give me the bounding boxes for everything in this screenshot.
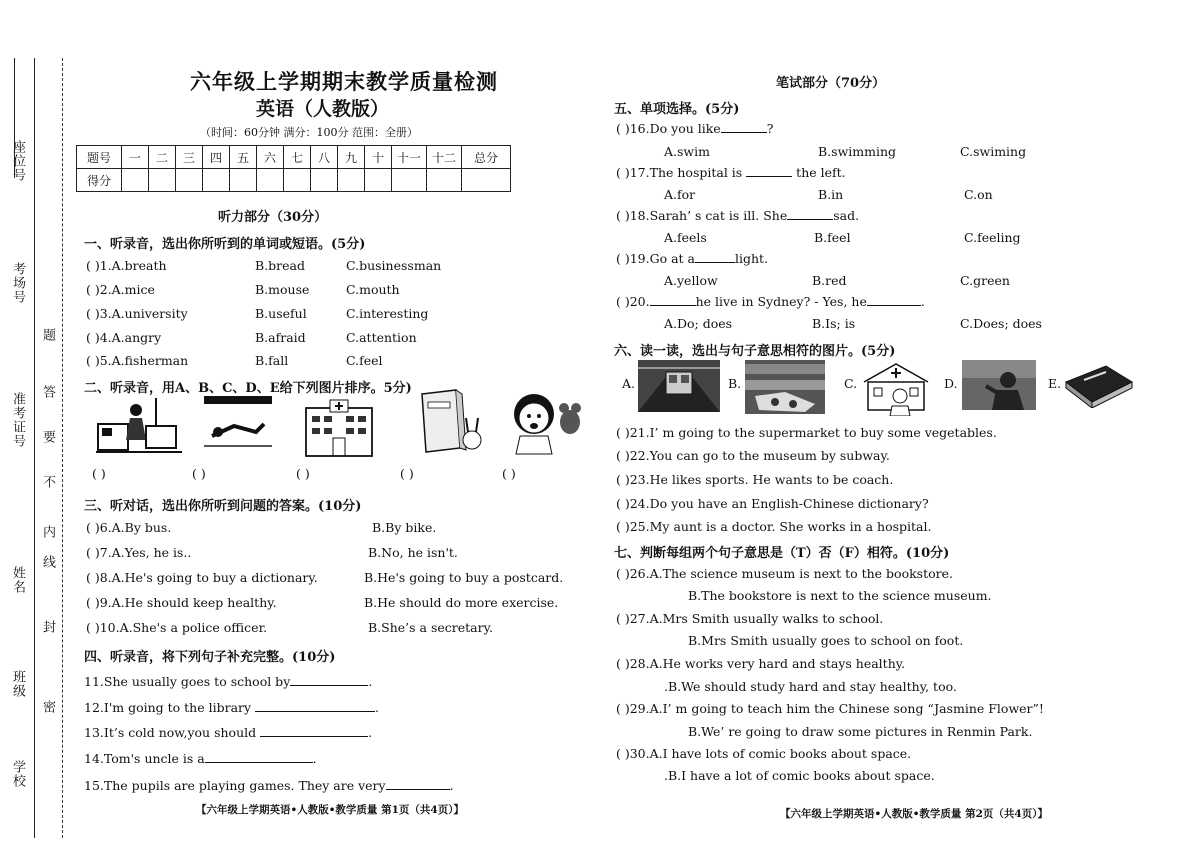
- q14-text: 14.Tom's uncle is a: [84, 751, 205, 766]
- q17-a: A.for: [664, 187, 696, 202]
- q20: [616, 294, 925, 309]
- score-col: 十二: [427, 146, 462, 169]
- score-col: 九: [338, 146, 365, 169]
- q16-tail: ?: [766, 121, 774, 136]
- q20-a: A.Do; does: [664, 316, 733, 331]
- q17-blank[interactable]: [746, 166, 792, 177]
- q13-text: 13.It’s cold now,you should: [84, 725, 257, 740]
- q23: ( )23.He likes sports. He wants to be coach.: [616, 472, 894, 487]
- score-cell[interactable]: [338, 169, 365, 192]
- q15-text: 15.The pupils are playing games. They are very: [84, 778, 386, 793]
- sec1-title: 一、听录音，选出你所听到的单词或短语。(5分): [84, 237, 366, 252]
- q15: 15.The pupils are playing games. They are very .: [84, 778, 454, 793]
- class-label: 班级: [10, 670, 25, 698]
- score-cell[interactable]: [149, 169, 176, 192]
- q19-a: A.yellow: [664, 273, 718, 288]
- sec2-title: 二、听录音，用A、B、C、D、E给下列图片排序。5分): [84, 381, 412, 396]
- q17-text: ( )17.The hospital is: [616, 165, 743, 180]
- q13: 13.It’s cold now,you should .: [84, 725, 373, 740]
- q11: 11.She usually goes to school by .: [84, 674, 373, 689]
- q19-c: C.green: [960, 273, 1010, 288]
- q5-c: C.feel: [346, 353, 383, 368]
- order-bracket-1[interactable]: ( ): [92, 466, 106, 481]
- q20-blank-2[interactable]: [867, 295, 921, 306]
- seal-char: 题: [40, 328, 55, 342]
- score-cell[interactable]: [122, 169, 149, 192]
- q5-b: B.fall: [255, 353, 289, 368]
- q21: ( )21.I’ m going to the supermarket to buy some vegetables.: [616, 425, 997, 440]
- score-cell[interactable]: [284, 169, 311, 192]
- order-bracket-3[interactable]: ( ): [296, 466, 310, 481]
- dictionary-picture: [1062, 362, 1134, 408]
- exam-room-label: 考场号: [10, 262, 25, 304]
- seal-char: 密: [40, 700, 55, 714]
- q18-text: ( )18.Sarah’ s cat is ill. She: [616, 208, 788, 223]
- listening-title: 听力部分（30分）: [218, 210, 328, 225]
- subway-picture: [638, 360, 720, 412]
- q8-a: ( )8.A.He's going to buy a dictionary.: [86, 570, 318, 585]
- score-cell[interactable]: [203, 169, 230, 192]
- q19: [616, 251, 768, 266]
- hospital-doctor-picture: [860, 354, 932, 416]
- q2: ( )2.A.mice: [86, 282, 155, 297]
- exam-title: 六年级上学期期末教学质量检测: [190, 69, 498, 94]
- coach-picture: [962, 360, 1036, 410]
- q18-tail: sad.: [833, 208, 860, 223]
- supermarket-picture: [745, 360, 825, 414]
- q27-a: ( )27.A.Mrs Smith usually walks to school.: [616, 611, 884, 626]
- book-bunny-picture: [416, 388, 486, 456]
- score-col: 总分: [462, 146, 511, 169]
- q11-text: 11.She usually goes to school by: [84, 674, 291, 689]
- q4-c: C.attention: [346, 330, 417, 345]
- seal-char: 内: [40, 525, 55, 539]
- q17: [616, 165, 846, 180]
- q19-blank[interactable]: [695, 252, 735, 263]
- q11-blank[interactable]: [290, 675, 368, 686]
- q12: 12.I'm going to the library .: [84, 700, 380, 715]
- q16: [616, 121, 773, 136]
- score-col: 十: [365, 146, 392, 169]
- score-cell[interactable]: [311, 169, 338, 192]
- score-col: 十一: [392, 146, 427, 169]
- q6-a: ( )6.A.By bus.: [86, 520, 172, 535]
- score-row-label: 得分: [77, 169, 122, 192]
- q26-b: B.The bookstore is next to the science museum.: [688, 588, 992, 603]
- name-label: 姓名: [10, 566, 25, 594]
- q27-b: B.Mrs Smith usually goes to school on foot.: [688, 633, 964, 648]
- score-cell[interactable]: [462, 169, 511, 192]
- q17-b: B.in: [818, 187, 844, 202]
- score-col: 一: [122, 146, 149, 169]
- q29-b: B.We’ re going to draw some pictures in Renmin Park.: [688, 724, 1033, 739]
- score-cell[interactable]: [392, 169, 427, 192]
- q8-b: B.He's going to buy a postcard.: [364, 570, 564, 585]
- q19-text: ( )19.Go at a: [616, 251, 695, 266]
- q3: ( )3.A.university: [86, 306, 188, 321]
- seal-char: 线: [40, 555, 55, 569]
- q1-b: B.bread: [255, 258, 305, 273]
- q24: ( )24.Do you have an English-Chinese dictionary?: [616, 496, 929, 511]
- q19-b: B.red: [812, 273, 847, 288]
- order-bracket-5[interactable]: ( ): [502, 466, 516, 481]
- sec4-title: 四、听录音，将下列句子补充完整。(10分): [84, 650, 336, 665]
- sec7-title: 七、判断每组两个句子意思是（T）否（F）相符。(10分): [614, 546, 950, 561]
- seal-char: 要: [40, 430, 55, 444]
- score-row-label: 题号: [77, 146, 122, 169]
- score-cell[interactable]: [257, 169, 284, 192]
- score-cell[interactable]: [230, 169, 257, 192]
- school-label: 学校: [10, 760, 25, 788]
- q14: 14.Tom's uncle is a .: [84, 751, 317, 766]
- q3-c: C.interesting: [346, 306, 429, 321]
- q16-b: B.swimming: [818, 144, 897, 159]
- scared-girl-picture: [504, 386, 582, 456]
- q17-c: C.on: [964, 187, 993, 202]
- seal-char: 不: [40, 475, 55, 489]
- worker-machine-picture: [96, 396, 182, 456]
- score-table: [76, 145, 511, 192]
- score-col: 六: [257, 146, 284, 169]
- q26-a: ( )26.A.The science museum is next to the bookstore.: [616, 566, 953, 581]
- q4: ( )4.A.angry: [86, 330, 162, 345]
- q18-b: B.feel: [814, 230, 851, 245]
- q30-b: .B.I have a lot of comic books about space.: [664, 768, 935, 783]
- q6-b: B.By bike.: [372, 520, 437, 535]
- order-bracket-2[interactable]: ( ): [192, 466, 206, 481]
- exam-info: （时间：60分钟 满分：100分 范围：全册）: [200, 126, 418, 139]
- exam-subtitle: 英语（人教版）: [256, 98, 390, 120]
- q30-a: ( )30.A.I have lots of comic books about space.: [616, 746, 912, 761]
- q19-tail: light.: [735, 251, 769, 266]
- score-col: 七: [284, 146, 311, 169]
- q5: ( )5.A.fisherman: [86, 353, 189, 368]
- q4-b: B.afraid: [255, 330, 306, 345]
- q28-b: .B.We should study hard and stay healthy, too.: [664, 679, 957, 694]
- seal-char: 答: [40, 385, 55, 399]
- q18-c: C.feeling: [964, 230, 1021, 245]
- q9-a: ( )9.A.He should keep healthy.: [86, 595, 277, 610]
- q1: ( )1.A.breath: [86, 258, 167, 273]
- score-col: 四: [203, 146, 230, 169]
- q9-b: B.He should do more exercise.: [364, 595, 559, 610]
- q20-blank-1[interactable]: [650, 295, 696, 306]
- q16-a: A.swim: [664, 144, 710, 159]
- seal-dashed-line: [62, 58, 63, 838]
- q10-a: ( )10.A.She's a police officer.: [86, 620, 268, 635]
- binding-line: [34, 58, 35, 838]
- q22: ( )22.You can go to the museum by subway.: [616, 448, 890, 463]
- score-cell[interactable]: [365, 169, 392, 192]
- page1-footer: 【六年级上学期英语•人教版•教学质量 第1页（共4页）】: [196, 804, 464, 816]
- hospital-building-picture: [300, 398, 378, 458]
- q29-a: ( )29.A.I’ m going to teach him the Chinese song “Jasmine Flower”!: [616, 701, 1044, 716]
- pic-label-d: D.: [944, 376, 958, 391]
- score-cell[interactable]: [427, 169, 462, 192]
- q18: [616, 208, 859, 223]
- seat-number-label: 座位号: [10, 140, 25, 182]
- q12-text: 12.I'm going to the library: [84, 700, 252, 715]
- q7-b: B.No, he isn't.: [368, 545, 458, 560]
- q15-blank[interactable]: [386, 779, 450, 790]
- pic-label-c: C.: [844, 376, 858, 391]
- q10-b: B.She’s a secretary.: [368, 620, 493, 635]
- q20-tail: .: [920, 294, 925, 309]
- seal-char: 封: [40, 620, 55, 634]
- sec5-title: 五、单项选择。(5分): [614, 102, 740, 117]
- page2-footer: 【六年级上学期英语•人教版•教学质量 第2页（共4页）】: [780, 808, 1048, 820]
- falling-person-picture: [204, 396, 272, 454]
- q7-a: ( )7.A.Yes, he is..: [86, 545, 192, 560]
- sec3-title: 三、听对话，选出你所听到问题的答案。(10分): [84, 499, 362, 514]
- q16-text: ( )16.Do you like: [616, 121, 721, 136]
- q3-b: B.useful: [255, 306, 307, 321]
- pic-label-a: A.: [622, 376, 636, 391]
- score-col: 五: [230, 146, 257, 169]
- q1-c: C.businessman: [346, 258, 442, 273]
- q16-c: C.swiming: [960, 144, 1027, 159]
- score-cell[interactable]: [176, 169, 203, 192]
- ticket-number-label: 准考证号: [10, 392, 25, 448]
- order-bracket-4[interactable]: ( ): [400, 466, 414, 481]
- q16-blank[interactable]: [721, 122, 767, 133]
- score-col: 三: [176, 146, 203, 169]
- written-title: 笔试部分（70分）: [776, 76, 886, 91]
- score-col: 八: [311, 146, 338, 169]
- q12-blank[interactable]: [255, 701, 375, 712]
- sec6-title: 六、读一读，选出与句子意思相符的图片。(5分): [614, 344, 896, 359]
- q2-b: B.mouse: [255, 282, 310, 297]
- q18-a: A.feels: [664, 230, 707, 245]
- pic-label-b: B.: [728, 376, 742, 391]
- score-col: 二: [149, 146, 176, 169]
- q20-c: C.Does; does: [960, 316, 1042, 331]
- q20-mid: he live in Sydney? - Yes, he: [695, 294, 867, 309]
- pic-label-e: E.: [1048, 376, 1062, 391]
- q13-blank[interactable]: [260, 726, 368, 737]
- q18-blank[interactable]: [787, 209, 833, 220]
- q14-blank[interactable]: [205, 752, 313, 763]
- q17-tail: the left.: [792, 165, 846, 180]
- q25: ( )25.My aunt is a doctor. She works in a hospital.: [616, 519, 932, 534]
- q20-b: B.Is; is: [812, 316, 856, 331]
- q2-c: C.mouth: [346, 282, 400, 297]
- q20-text: ( )20.: [616, 294, 650, 309]
- q28-a: ( )28.A.He works very hard and stays healthy.: [616, 656, 906, 671]
